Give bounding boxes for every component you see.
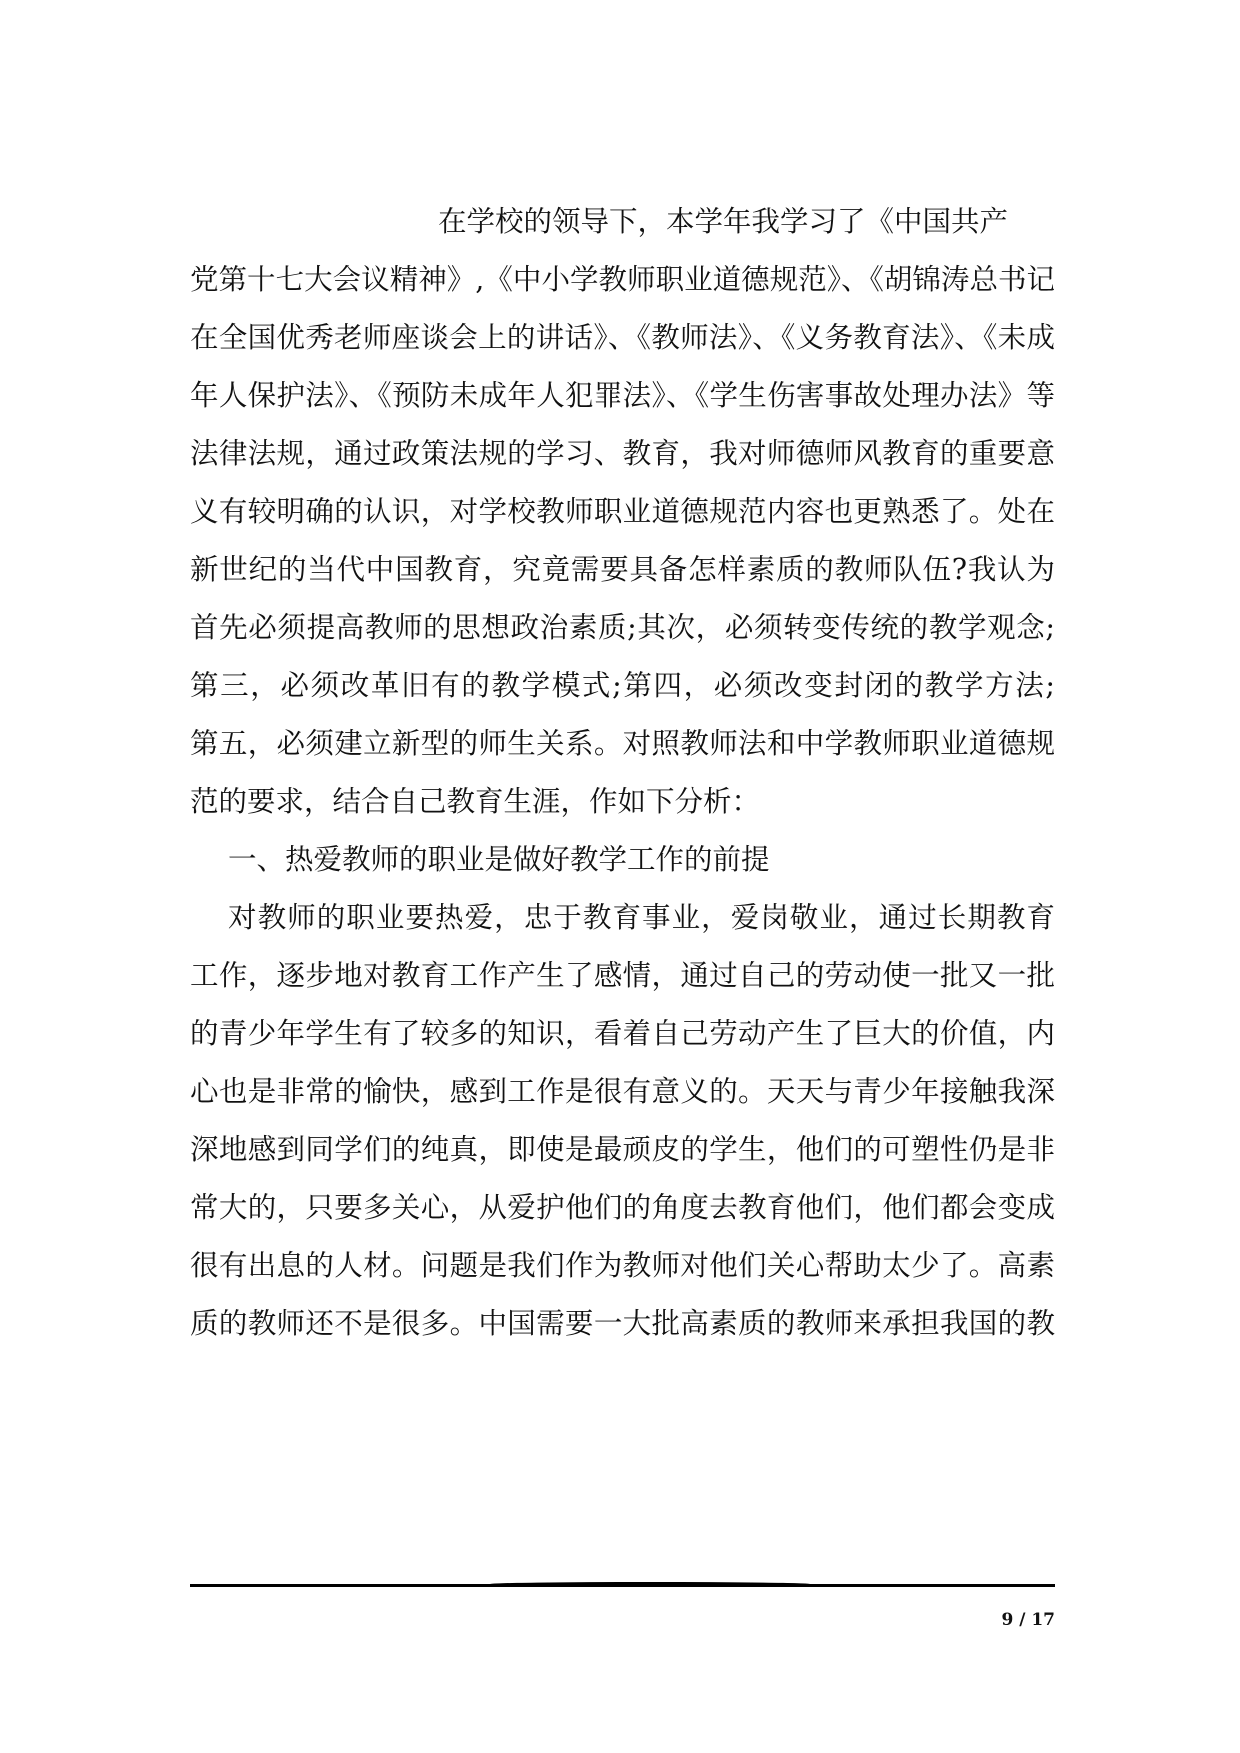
text-line: 党第十七大会议精神》,《中小学教师职业道德规范》、《胡锦涛总书记 [190,263,1055,296]
page-number: 9 / 17 [1001,1610,1055,1630]
text-line: 新世纪的当代中国教育，究竟需要具备怎样素质的教师队伍?我认为 [190,553,1055,586]
text-line: 在全国优秀老师座谈会上的讲话》、《教师法》、《义务教育法》、《未成 [190,321,1055,354]
text-line: 工作，逐步地对教育工作产生了感情，通过自己的劳动使一批又一批 [190,959,1055,992]
text-line: 年人保护法》、《预防未成年人犯罪法》、《学生伤害事故处理办法》等 [190,379,1055,412]
text-line: 很有出息的人材。问题是我们作为教师对他们关心帮助太少了。高素 [190,1249,1055,1282]
text-line: 的青少年学生有了较多的知识，看着自己劳动产生了巨大的价值，内 [190,1017,1055,1050]
section-heading: 一、热爱教师的职业是做好教学工作的前提 [228,843,770,876]
text-line: 义有较明确的认识，对学校教师职业道德规范内容也更熟悉了。处在 [190,495,1055,528]
footer-divider [190,1584,1055,1587]
text-line: 法律法规，通过政策法规的学习、教育，我对师德师风教育的重要意 [190,437,1055,470]
text-line: 第五，必须建立新型的师生关系。对照教师法和中学教师职业道德规 [190,727,1055,760]
text-line: 首先必须提高教师的思想政治素质;其次，必须转变传统的教学观念; [190,611,1055,644]
paragraph-1-last-line: 范的要求，结合自己教育生涯，作如下分析： [190,785,761,818]
text-line: 心也是非常的愉快，感到工作是很有意义的。天天与青少年接触我深 [190,1075,1055,1108]
text-line: 质的教师还不是很多。中国需要一大批高素质的教师来承担我国的教 [190,1307,1055,1340]
paragraph-2-first-line: 对教师的职业要热爱，忠于教育事业，爱岗敬业，通过长期教育 [228,901,1055,934]
text-line: 第三，必须改革旧有的教学模式;第四，必须改变封闭的教学方法; [190,669,1055,702]
text-line: 深地感到同学们的纯真，即使是最顽皮的学生，他们的可塑性仍是非 [190,1133,1055,1166]
text-line: 常大的，只要多关心，从爱护他们的角度去教育他们，他们都会变成 [190,1191,1055,1224]
paragraph-1-first-line: 在学校的领导下，本学年我学习了《中国共产 [438,205,1009,238]
